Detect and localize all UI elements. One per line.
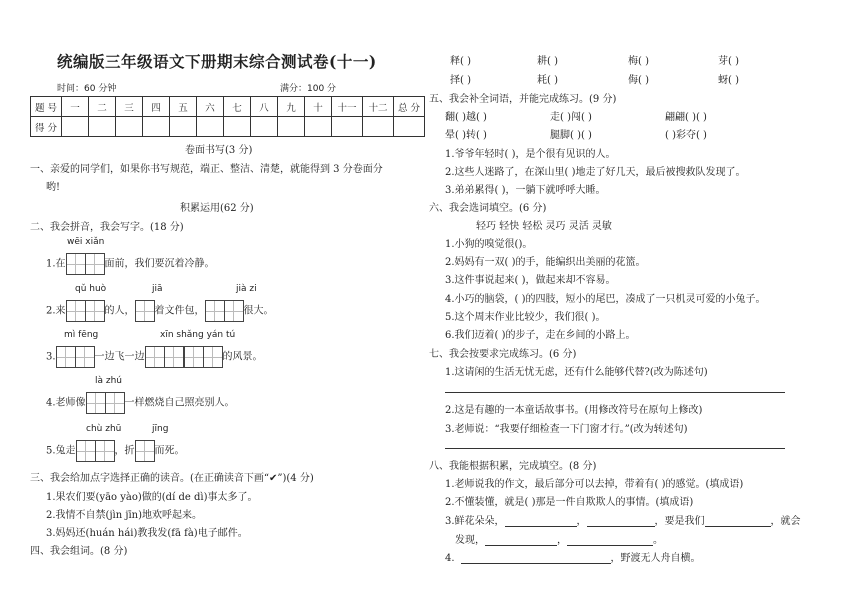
- q8-item-3: [445, 512, 801, 527]
- score-header-cell: 三: [116, 97, 143, 117]
- q8-item-3-cont: [455, 531, 663, 546]
- q6-item: 2.妈妈有一双( )的手，能编织出美丽的花篮。: [445, 257, 646, 268]
- q3-heading: 三、我会给加点字选择正确的读音。(在正确读音下画“✔”)(4 分): [30, 473, 314, 484]
- score-cell: [116, 117, 143, 137]
- writing-grid[interactable]: [66, 253, 105, 275]
- text: 一样燃烧自己照亮别人。: [124, 397, 235, 409]
- score-row-label: 得 分: [31, 117, 62, 137]
- q6-item: 6.我们迈着( )的步子，走在乡间的小路上。: [445, 330, 636, 341]
- text: ，就会: [770, 516, 801, 527]
- score-cell: [363, 117, 394, 137]
- writing-grid[interactable]: [135, 440, 155, 462]
- text: 发现，: [455, 535, 485, 546]
- q8-item-4: [445, 549, 701, 564]
- score-header-cell: 总 分: [394, 97, 425, 117]
- score-cell: [89, 117, 116, 137]
- q3-item: 3.妈妈还(huán hái)教我发(fā fà)电子邮件。: [46, 528, 248, 539]
- exam-time: 时间：60 分钟: [57, 84, 117, 94]
- score-cell: [278, 117, 305, 137]
- score-cell: [143, 117, 170, 137]
- idiom-blank: 翩翩( )( ): [665, 112, 707, 123]
- section-accumulation: 积累运用(62 分): [180, 203, 254, 214]
- q5-heading: 五、我会补全词语，并能完成练习。(9 分): [429, 94, 617, 105]
- score-cell: [197, 117, 224, 137]
- pinyin: jiā: [152, 284, 163, 294]
- q6-item: 3.这件事说起来( )，做起来却不容易。: [445, 275, 616, 286]
- score-header-cell: 十: [305, 97, 332, 117]
- fill-blank[interactable]: [587, 526, 655, 527]
- fill-blank[interactable]: [461, 563, 611, 564]
- q8-item: 1.老师说我的作文，最后部分可以去掉，带着有( )的感觉。(填成语): [445, 479, 744, 490]
- text: ，野渡无人舟自横。: [610, 553, 701, 564]
- pinyin: wēi xiǎn: [67, 237, 105, 247]
- text: 3.: [46, 351, 56, 363]
- score-header-cell: 题 号: [31, 97, 62, 117]
- full-score: 满分：100 分: [280, 84, 337, 94]
- writing-grid[interactable]: [86, 392, 125, 414]
- score-cell: [332, 117, 363, 137]
- text: 面前，我们要沉着冷静。: [104, 258, 215, 270]
- writing-grid[interactable]: [135, 300, 155, 322]
- score-header-cell: 十二: [363, 97, 394, 117]
- score-cell: [394, 117, 425, 137]
- idiom-blank: 腿脚( )( ): [550, 130, 592, 141]
- score-cell: [62, 117, 89, 137]
- word-group: 择( ): [450, 75, 471, 86]
- fill-blank[interactable]: [485, 545, 557, 546]
- word-group: 芽( ): [718, 56, 739, 67]
- text: ，: [557, 535, 567, 546]
- q2-2: [46, 300, 274, 322]
- q7-item: 2.这是有趣的一本童话故事书。(用修改符号在原句上修改): [445, 405, 703, 416]
- word-group: 耗( ): [537, 75, 558, 86]
- text: 3.鲜花朵朵，: [445, 516, 505, 527]
- fill-blank[interactable]: [567, 545, 653, 546]
- pinyin: là zhú: [95, 376, 123, 386]
- pinyin: mì fēng: [64, 330, 99, 340]
- q5-item: 3.弟弟累得( )，一躺下就呼呼大睡。: [445, 185, 606, 196]
- q7-item: 3.老师说：“我要仔细检查一下门窗才行。”(改为转述句): [445, 424, 688, 435]
- q4-heading: 四、我会组词。(8 分): [30, 546, 128, 557]
- q2-4: [46, 392, 235, 414]
- score-header-cell: 七: [224, 97, 251, 117]
- word-bank: 轻巧 轻快 轻松 灵巧 灵活 灵敏: [476, 221, 612, 232]
- text: 5.兔走: [46, 445, 76, 457]
- text: 而死。: [154, 445, 185, 457]
- pinyin: xīn shǎng yán tú: [160, 330, 236, 340]
- text: ，要是我们: [654, 516, 705, 527]
- q8-item: 2.不懂装懂，就是( )那是一件自欺欺人的事情。(填成语): [445, 497, 694, 508]
- score-header-cell: 八: [251, 97, 278, 117]
- score-cell: [251, 117, 278, 137]
- idiom-blank: 走( )闯( ): [550, 112, 592, 123]
- text: 的人，: [104, 305, 135, 317]
- q5-item: 1.爷爷年轻时( )，是个很有见识的人。: [445, 149, 616, 160]
- text: 很大。: [243, 305, 274, 317]
- text: 的风景。: [222, 351, 263, 363]
- text: 4.老师像: [46, 397, 86, 409]
- text: 一边飞一边: [94, 351, 145, 363]
- score-header-cell: 四: [143, 97, 170, 117]
- q3-item: 1.果农们要(yāo yào)做的(dí de dì)事太多了。: [46, 492, 258, 503]
- score-cell: [305, 117, 332, 137]
- text: ，折: [114, 445, 135, 457]
- idiom-blank: 翻( )越( ): [445, 112, 487, 123]
- writing-grid[interactable]: [56, 346, 95, 368]
- score-header-cell: 二: [89, 97, 116, 117]
- q8-heading: 八、我能根据积累，完成填空。(8 分): [429, 461, 597, 472]
- text: 2.来: [46, 305, 66, 317]
- writing-grid[interactable]: [76, 440, 115, 462]
- pinyin: qǔ huò: [75, 284, 107, 294]
- q5-item: 2.这些人迷路了，在深山里( )地走了好几天，最后被搜救队发现了。: [445, 167, 746, 178]
- idiom-blank: ( )彩夺( ): [665, 130, 707, 141]
- q2-1: [46, 253, 215, 275]
- score-header-cell: 九: [278, 97, 305, 117]
- score-table-score-row: [31, 117, 425, 137]
- q2-5: [46, 440, 185, 462]
- answer-line[interactable]: [445, 392, 785, 393]
- score-table-header-row: [31, 97, 425, 117]
- writing-grid[interactable]: [184, 346, 223, 368]
- pinyin: jià zi: [236, 284, 257, 294]
- score-header-cell: 六: [197, 97, 224, 117]
- word-group: 梅( ): [628, 56, 649, 67]
- q6-item: 4.小巧的脑袋，( )的四肢，短小的尾巴，凑成了一只机灵可爱的小兔子。: [445, 294, 766, 305]
- text: 着文件包，: [154, 305, 205, 317]
- section-handwriting: 卷面书写(3 分): [185, 145, 253, 156]
- text: 1.在: [46, 258, 66, 270]
- fill-blank[interactable]: [705, 526, 771, 527]
- score-cell: [224, 117, 251, 137]
- word-group: 蚜( ): [718, 75, 739, 86]
- pinyin: chù zhū: [86, 424, 122, 434]
- q3-item: 2.我情不自禁(jìn jīn)地欢呼起来。: [46, 510, 203, 521]
- score-table: [30, 96, 425, 137]
- text: 。: [653, 535, 663, 546]
- word-group: 释( ): [450, 56, 471, 67]
- writing-grid[interactable]: [66, 300, 105, 322]
- q2-heading: 二、我会拼音，我会写字。(18 分): [30, 222, 184, 233]
- writing-grid[interactable]: [145, 346, 184, 368]
- q1-text: 一、亲爱的同学们，如果你书写规范，端正、整洁、清楚，就能得到 3 分卷面分: [30, 164, 383, 175]
- writing-grid[interactable]: [205, 300, 244, 322]
- text: 4.: [445, 553, 455, 564]
- score-header-cell: 十一: [332, 97, 363, 117]
- pinyin: jīng: [152, 424, 169, 434]
- q6-item: 5.这个周末作业比较少，我们很( )。: [445, 312, 606, 323]
- text: ，: [576, 516, 587, 527]
- q1-text-cont: 哟!: [46, 182, 61, 193]
- score-header-cell: 五: [170, 97, 197, 117]
- page-title: 统编版三年级语文下册期末综合测试卷(十一): [57, 52, 377, 71]
- idiom-blank: 晕( )转( ): [445, 130, 487, 141]
- answer-line[interactable]: [445, 448, 785, 449]
- word-group: 侮( ): [628, 75, 649, 86]
- fill-blank[interactable]: [505, 526, 577, 527]
- score-header-cell: 一: [62, 97, 89, 117]
- q7-heading: 七、我会按要求完成练习。(6 分): [429, 349, 577, 360]
- score-cell: [170, 117, 197, 137]
- word-group: 耕( ): [537, 56, 558, 67]
- q7-item: 1.这请闲的生活无忧无虑，还有什么能够代替?(改为陈述句): [445, 367, 708, 378]
- q6-heading: 六、我会选词填空。(6 分): [429, 203, 547, 214]
- q2-3: [46, 346, 263, 368]
- q6-item: 1.小狗的嗅觉很()。: [445, 239, 533, 250]
